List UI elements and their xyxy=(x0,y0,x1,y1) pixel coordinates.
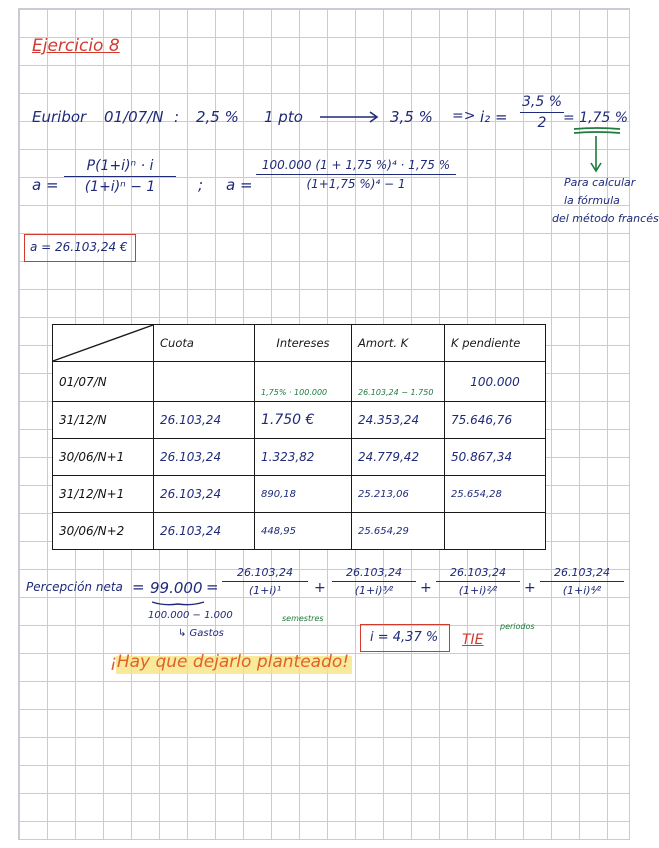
note-line-2: la fórmula xyxy=(564,194,620,207)
npv-underline-calc: 100.000 − 1.000 xyxy=(148,610,233,621)
formula-general-den: (1+i)ⁿ − 1 xyxy=(64,176,176,195)
header-k-pendiente: K pendiente xyxy=(445,325,546,362)
npv-term-2-den: (1+i)³⁄² xyxy=(332,581,416,597)
row-interest: 448,95 xyxy=(255,513,352,550)
rate-fraction-den: 2 xyxy=(520,112,564,131)
npv-term-1-den: (1+i)¹ xyxy=(222,581,308,597)
underbrace xyxy=(150,600,206,608)
note-line-1: Para calcular xyxy=(564,176,636,189)
npv-term-4 xyxy=(540,566,624,597)
formula-general-num: P(1+i)ⁿ · i xyxy=(86,158,154,174)
row-interest-cell xyxy=(255,362,352,402)
row-date: 30/06/N+1 xyxy=(53,439,154,476)
row-amort: 25.654,29 xyxy=(352,513,445,550)
formula-applied xyxy=(256,158,456,191)
formula-a-label-2: a = xyxy=(226,176,253,194)
euribor-rate: 2,5 % xyxy=(196,108,239,126)
npv-term-3-den: (1+i)²⁄² xyxy=(436,581,520,597)
rate-fraction-num: 3,5 % xyxy=(522,94,563,110)
npv-eq: = xyxy=(132,578,145,596)
row-date: 01/07/N xyxy=(53,362,154,402)
long-arrow-icon xyxy=(320,110,382,124)
row-interest: 1.323,82 xyxy=(255,439,352,476)
plus-3: + xyxy=(524,580,536,596)
row-date: 31/12/N+1 xyxy=(53,476,154,513)
npv-eq-2: = xyxy=(206,578,219,596)
row-pending xyxy=(445,513,546,550)
row-amort: 24.779,42 xyxy=(352,439,445,476)
row-date: 30/06/N+2 xyxy=(53,513,154,550)
npv-term-1 xyxy=(222,566,308,597)
npv-term-2 xyxy=(332,566,416,597)
formula-applied-den: (1+1,75 %)⁴ − 1 xyxy=(256,174,456,191)
annuity-result: a = 26.103,24 € xyxy=(30,240,128,254)
plus-1: + xyxy=(314,580,326,596)
semestres-note: semestres xyxy=(282,614,324,623)
diagonal-divider xyxy=(53,325,153,361)
formula-general xyxy=(64,158,176,195)
euribor-colon: : xyxy=(174,108,180,126)
plus-2: + xyxy=(420,580,432,596)
row-interest: 1.750 € xyxy=(255,402,352,439)
npv-term-3-num: 26.103,24 xyxy=(450,566,506,579)
npv-term-4-num: 26.103,24 xyxy=(554,566,610,579)
header-intereses: Intereses xyxy=(255,325,352,362)
reminder-text: ¡Hay que dejarlo planteado! xyxy=(110,652,350,672)
row-pending: 50.867,34 xyxy=(445,439,546,476)
tie-label: TIE xyxy=(462,632,484,648)
note-line-3: del método francés xyxy=(552,212,659,225)
row-amort-cell xyxy=(352,362,445,402)
row-cuota: 26.103,24 xyxy=(154,476,255,513)
implies-arrow: => xyxy=(452,108,476,124)
row-amort: 25.213,06 xyxy=(352,476,445,513)
periodos-note: periodos xyxy=(500,622,535,631)
euribor-label: Euribor xyxy=(32,108,87,126)
i2-label: i₂ = xyxy=(480,108,508,126)
table-row xyxy=(53,513,546,550)
rate-fraction xyxy=(520,94,564,131)
table-row xyxy=(53,476,546,513)
formula-applied-num: 100.000 (1 + 1,75 %)⁴ · 1,75 % xyxy=(261,158,451,172)
row-cuota: 26.103,24 xyxy=(154,439,255,476)
formula-a-label: a = xyxy=(32,176,59,194)
header-amort-k: Amort. K xyxy=(352,325,445,362)
row-amort: 24.353,24 xyxy=(352,402,445,439)
formula-separator: ; xyxy=(198,176,204,194)
row-cuota xyxy=(154,362,255,402)
row-interest: 890,18 xyxy=(255,476,352,513)
down-arrow-icon xyxy=(588,136,604,176)
npv-term-3 xyxy=(436,566,520,597)
exercise-title: Ejercicio 8 xyxy=(32,36,120,56)
double-underline xyxy=(572,126,622,136)
table-row xyxy=(53,402,546,439)
amortization-table xyxy=(52,324,546,550)
row-cuota: 26.103,24 xyxy=(154,402,255,439)
rate-result: i = 4,37 % xyxy=(370,630,439,645)
total-rate: 3,5 % xyxy=(390,108,433,126)
row-pending: 25.654,28 xyxy=(445,476,546,513)
euribor-date: 01/07/N xyxy=(104,108,164,126)
table-corner-cell xyxy=(53,325,154,362)
row-pending: 100.000 xyxy=(445,362,546,402)
table-row xyxy=(53,439,546,476)
header-cuota: Cuota xyxy=(154,325,255,362)
table-header-row xyxy=(53,325,546,362)
spread-value: 1 pto xyxy=(264,108,303,126)
table-row xyxy=(53,362,546,402)
semester-rate: = 1,75 % xyxy=(563,110,629,126)
row-pending: 75.646,76 xyxy=(445,402,546,439)
npv-term-2-num: 26.103,24 xyxy=(346,566,402,579)
npv-term-1-num: 26.103,24 xyxy=(237,566,293,579)
amort-calc-note: 26.103,24 − 1.750 xyxy=(358,388,434,397)
npv-term-4-den: (1+i)⁴⁄² xyxy=(540,581,624,597)
npv-label: Percepción neta xyxy=(26,580,123,594)
row-cuota: 26.103,24 xyxy=(154,513,255,550)
npv-value: 99.000 xyxy=(150,579,203,597)
interest-calc-note: 1,75% · 100.000 xyxy=(261,388,328,397)
gastos-label: ↳ Gastos xyxy=(178,628,224,639)
row-date: 31/12/N xyxy=(53,402,154,439)
